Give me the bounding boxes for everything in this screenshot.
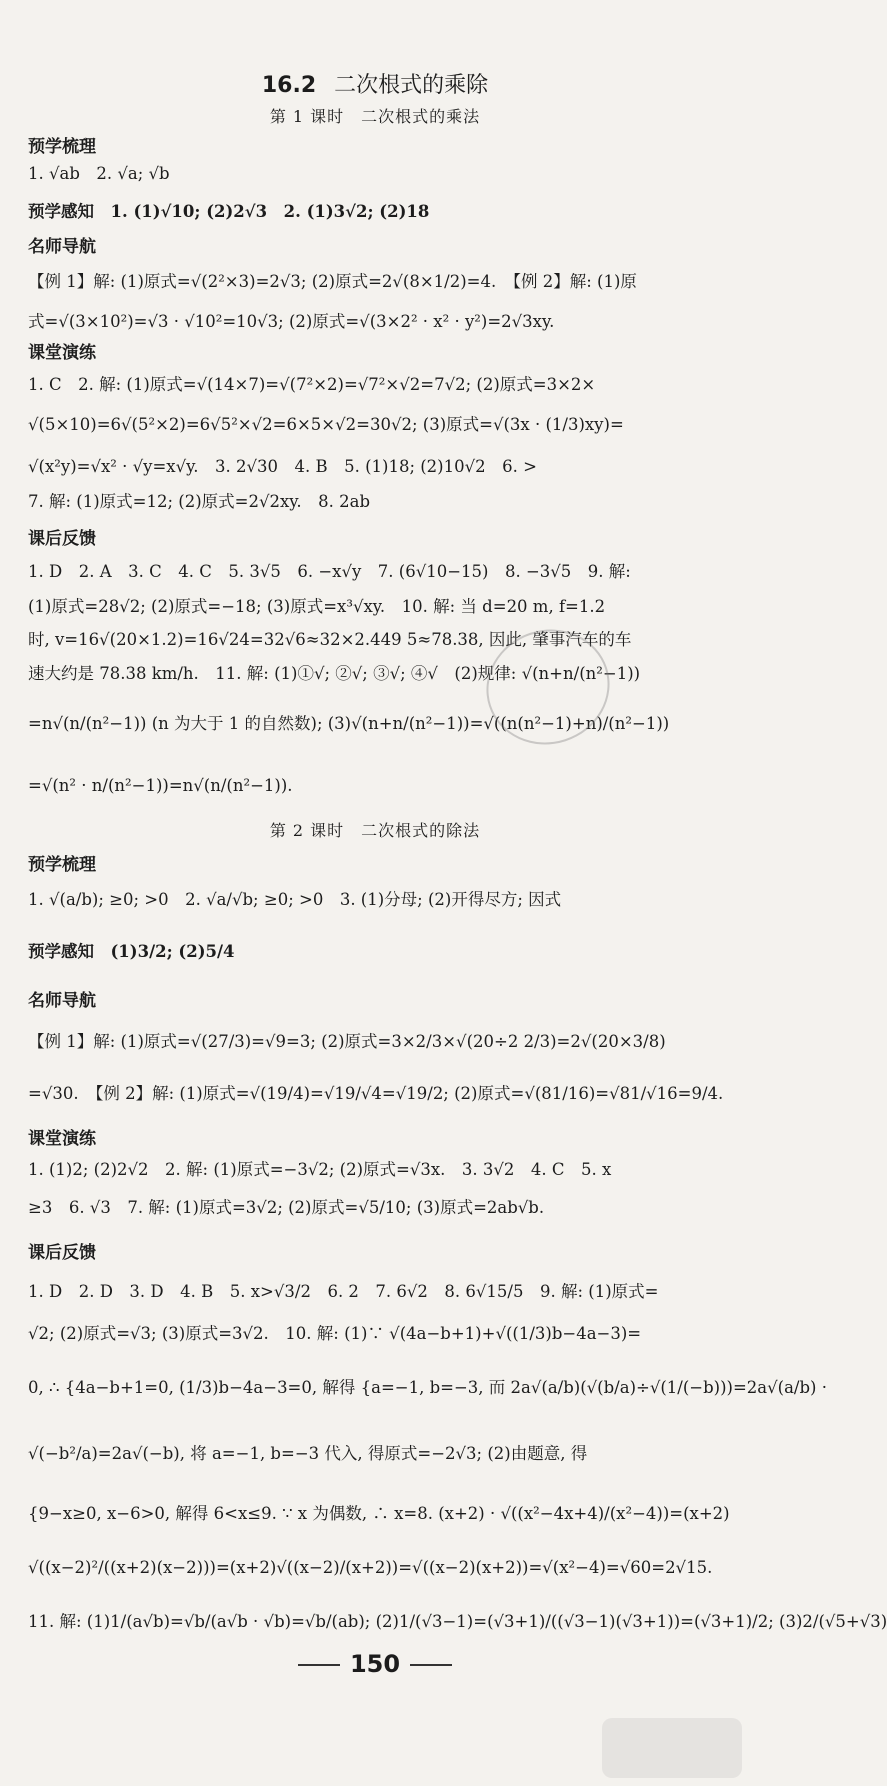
feedback-line: 速大约是 78.38 km/h. 11. 解: (1)①√; ②√; ③√; ④√ (2)规律: √(n+n/(n²−1)) <box>28 664 641 683</box>
heading-class-practice: 课堂演练 <box>28 343 96 363</box>
class-practice-line: √(5×10)=6√(5²×2)=6√5²×√2=6×5×√2=30√2; (3)原式=√(3x · (1/3)xy)= <box>28 415 624 434</box>
heading-after-class-feedback: 课后反馈 <box>28 1243 96 1263</box>
example-line: 【例 1】解: (1)原式=√(2²×3)=2√3; (2)原式=2√(8×1/2)=4. 【例 2】解: (1)原 <box>28 272 637 291</box>
preview-feel-answers: 预学感知 (1)3/2; (2)5/4 <box>28 942 235 961</box>
feedback-line: 1. D 2. A 3. C 4. C 5. 3√5 6. −x√y 7. (6√10−15) 8. −3√5 9. 解: <box>28 562 631 581</box>
class-practice-line: 7. 解: (1)原式=12; (2)原式=2√2xy. 8. 2ab <box>28 492 371 511</box>
feedback-line: (1)原式=28√2; (2)原式=−18; (3)原式=x³√xy. 10. 解: 当 d=20 m, f=1.2 <box>28 597 606 616</box>
heading-after-class-feedback: 课后反馈 <box>28 529 96 549</box>
class-practice-line: 1. (1)2; (2)2√2 2. 解: (1)原式=−3√2; (2)原式=√3x. 3. 3√2 4. C 5. x <box>28 1160 612 1179</box>
feedback-line: √(−b²/a)=2a√(−b), 将 a=−1, b=−3 代入, 得原式=−2√3; (2)由题意, 得 <box>28 1444 588 1463</box>
feedback-line: √((x−2)²/((x+2)(x−2)))=(x+2)√((x−2)/(x+2))=√((x−2)(x+2))=√(x²−4)=√60=2√15. <box>28 1558 713 1577</box>
example-line: =√30. 【例 2】解: (1)原式=√(19/4)=√19/√4=√19/2; (2)原式=√(81/16)=√81/√16=9/4. <box>28 1084 724 1103</box>
class-practice-line: √(x²y)=√x² · √y=x√y. 3. 2√30 4. B 5. (1)18; (2)10√2 6. > <box>28 457 537 476</box>
class-practice-line: 1. C 2. 解: (1)原式=√(14×7)=√(7²×2)=√7²×√2=7√2; (2)原式=3×2× <box>28 375 596 394</box>
section-title <box>0 68 750 99</box>
heading-preview-sort: 预学梳理 <box>28 137 96 157</box>
preview-sort-answers: 1. √(a/b); ≥0; >0 2. √a/√b; ≥0; >0 3. (1)分母; (2)开得尽方; 因式 <box>28 890 562 909</box>
heading-teacher-guide: 名师导航 <box>28 237 96 257</box>
feedback-line: 11. 解: (1)1/(a√b)=√b/(a√b · √b)=√b/(ab); (2)1/(√3−1)=(√3+1)/((√3−1)(√3+1))=(√3+1)/2; (3)2/(√5+√3) <box>28 1612 887 1631</box>
heading-teacher-guide: 名师导航 <box>28 991 96 1011</box>
heading-preview-sort: 预学梳理 <box>28 855 96 875</box>
feedback-line: {9−x≥0, x−6>0, 解得 6<x≤9. ∵ x 为偶数, ∴ x=8. (x+2) · √((x²−4x+4)/(x²−4))=(x+2) <box>28 1504 730 1523</box>
watermark-logo <box>602 1718 742 1778</box>
preview-feel-answers: 预学感知 1. (1)√10; (2)2√3 2. (1)3√2; (2)18 <box>28 202 430 221</box>
feedback-line: =√(n² · n/(n²−1))=n√(n/(n²−1)). <box>28 776 293 795</box>
feedback-line: 0, ∴ {4a−b+1=0, (1/3)b−4a−3=0, 解得 {a=−1, b=−3, 而 2a√(a/b)(√(b/a)÷√(1/(−b)))=2a√(a/b) · <box>28 1378 827 1397</box>
section-title-text: 二次根式的乘除 <box>334 73 489 98</box>
preview-sort-answers: 1. √ab 2. √a; √b <box>28 164 170 183</box>
page-number-dash <box>410 1664 452 1666</box>
page-number <box>0 1650 750 1678</box>
example-line: 式=√(3×10²)=√3 · √10²=10√3; (2)原式=√(3×2² · x² · y²)=2√3xy. <box>28 312 555 331</box>
example-line: 【例 1】解: (1)原式=√(27/3)=√9=3; (2)原式=3×2/3×√(20÷2 2/3)=2√(20×3/8) <box>28 1032 666 1051</box>
heading-class-practice: 课堂演练 <box>28 1129 96 1149</box>
feedback-line: =n√(n/(n²−1)) (n 为大于 1 的自然数); (3)√(n+n/(n²−1))=√((n(n²−1)+n)/(n²−1)) <box>28 714 670 733</box>
class-practice-line: ≥3 6. √3 7. 解: (1)原式=3√2; (2)原式=√5/10; (3)原式=2ab√b. <box>28 1198 545 1217</box>
section-number: 16.2 <box>261 73 317 98</box>
feedback-line: √2; (2)原式=√3; (3)原式=3√2. 10. 解: (1)∵ √(4a−b+1)+√((1/3)b−4a−3)= <box>28 1324 642 1343</box>
page-number-dash <box>298 1664 340 1666</box>
lesson-2-subtitle: 第 2 课时 二次根式的除法 <box>269 821 481 840</box>
page-number-text: 150 <box>349 1650 401 1678</box>
feedback-line: 1. D 2. D 3. D 4. B 5. x>√3/2 6. 2 7. 6√2 8. 6√15/5 9. 解: (1)原式= <box>28 1282 659 1301</box>
feedback-line: 时, v=16√(20×1.2)=16√24=32√6≈32×2.449 5≈78.38, 因此, 肇事汽车的车 <box>28 630 632 649</box>
lesson-1-subtitle: 第 1 课时 二次根式的乘法 <box>269 107 481 126</box>
